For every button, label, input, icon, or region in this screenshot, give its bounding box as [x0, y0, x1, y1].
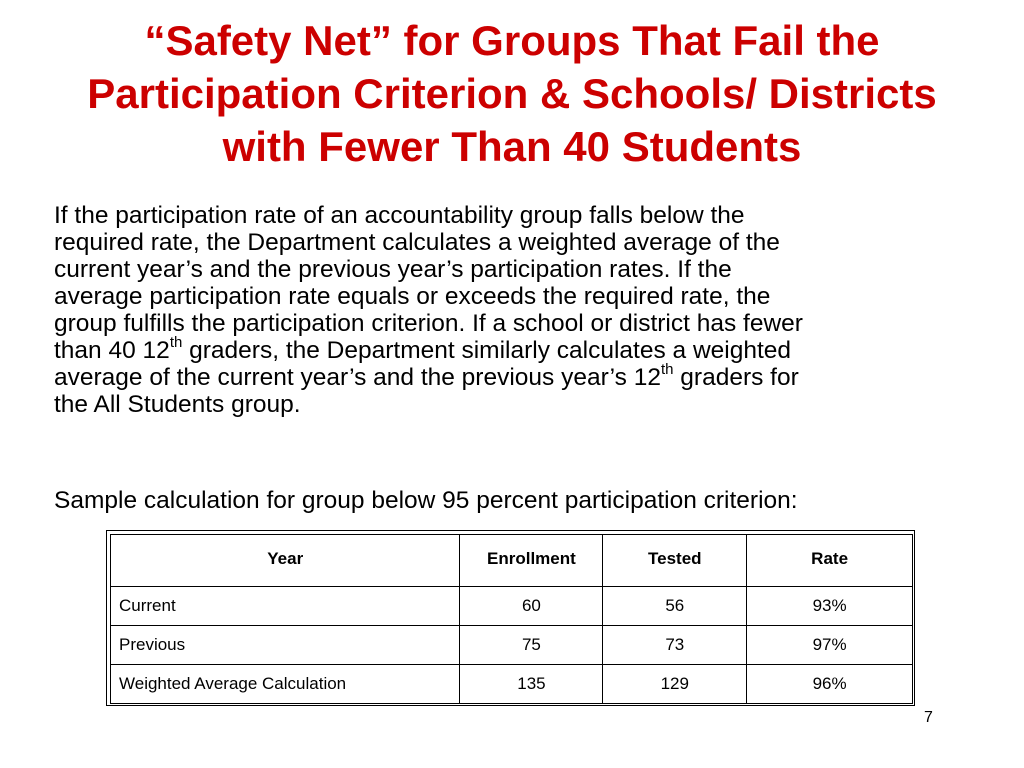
ordinal-suffix: th	[169, 333, 183, 351]
body-paragraph	[54, 202, 1014, 418]
body-line-7-start: average of the current year’s and the previous year’s 12	[54, 364, 661, 391]
table-header-row	[111, 535, 913, 587]
slide-title	[0, 14, 1024, 173]
cell-enrollment: 135	[460, 665, 603, 704]
body-line-5: group fulfills the participation criterion. If a school or district has fewer	[54, 310, 803, 337]
title-line-2: Participation Criterion & Schools/ Districts	[87, 70, 937, 117]
body-line-4: average participation rate equals or exceeds the required rate, the	[54, 283, 771, 310]
cell-rate: 97%	[747, 626, 913, 665]
cell-tested: 129	[603, 665, 747, 704]
cell-rate: 93%	[747, 587, 913, 626]
title-line-3: with Fewer Than 40 Students	[222, 123, 802, 170]
body-line-3: current year’s and the previous year’s participation rates. If the	[54, 256, 732, 283]
body-line-2: required rate, the Department calculates a weighted average of the	[54, 229, 780, 256]
page-number: 7	[924, 709, 933, 726]
body-line-6-end: graders, the Department similarly calculates a weighted	[182, 337, 792, 364]
body-line-7-end: graders for	[673, 364, 799, 391]
cell-enrollment: 75	[460, 626, 603, 665]
header-rate: Rate	[747, 535, 913, 587]
cell-tested: 56	[603, 587, 747, 626]
cell-year: Current	[111, 587, 460, 626]
cell-tested: 73	[603, 626, 747, 665]
body-line-6-start: than 40 12	[54, 337, 170, 364]
sample-label: Sample calculation for group below 95 percent participation criterion:	[54, 487, 798, 514]
header-enrollment: Enrollment	[460, 535, 603, 587]
header-year: Year	[111, 535, 460, 587]
body-line-6	[54, 333, 1014, 364]
cell-year: Weighted Average Calculation	[111, 665, 460, 704]
cell-rate: 96%	[747, 665, 913, 704]
table-row	[111, 587, 913, 626]
calculation-table	[110, 534, 913, 704]
table-row	[111, 665, 913, 704]
table-row	[111, 626, 913, 665]
body-line-1: If the participation rate of an accountability group falls below the	[54, 202, 745, 229]
ordinal-suffix: th	[660, 360, 674, 378]
cell-enrollment: 60	[460, 587, 603, 626]
header-tested: Tested	[603, 535, 747, 587]
body-line-8: the All Students group.	[54, 391, 301, 418]
body-line-7	[54, 360, 1014, 391]
cell-year: Previous	[111, 626, 460, 665]
title-line-1: “Safety Net” for Groups That Fail the	[144, 17, 880, 64]
